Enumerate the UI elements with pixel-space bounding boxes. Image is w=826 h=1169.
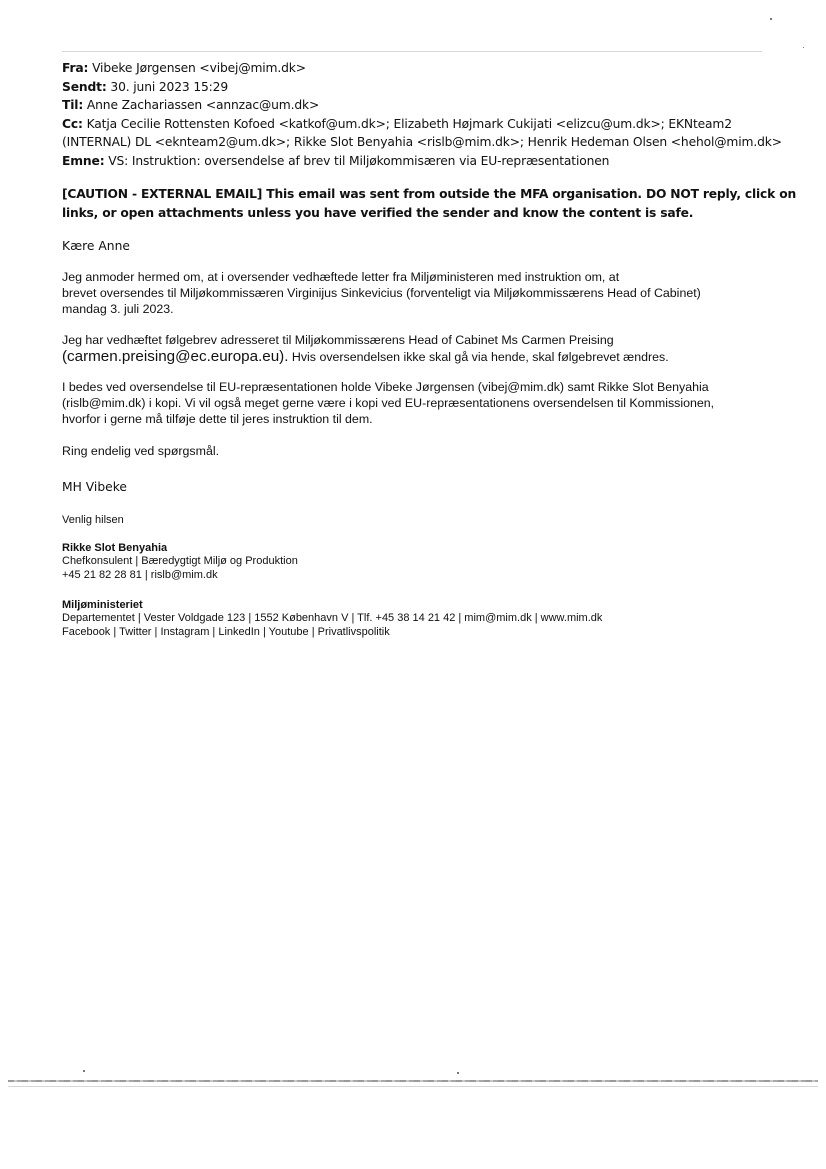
header-sent [62, 78, 782, 97]
scan-artifact-bottom-line [8, 1080, 818, 1082]
cc-value-line1: Katja Cecilie Rottensten Kofoed <katkof@um.dk>; Elizabeth Højmark Cukijati <elizcu@um.dk>; EKNteam2 [86, 116, 732, 131]
to-value: Anne Zachariassen <annzac@um.dk> [86, 98, 320, 113]
signature-contact: +45 21 82 28 81 | rislb@mim.dk [62, 568, 218, 581]
signature-ministry [62, 599, 782, 639]
signature-name: Rikke Slot Benyahia [62, 542, 168, 554]
header-cc [62, 115, 782, 134]
p3-line-1: I bedes ved oversendelse til EU-repræsentationen holde Vibeke Jørgensen (vibej@mim.dk) samt Rikke Slot Benyahia [62, 380, 709, 394]
scan-artifact-bottom-line-2 [8, 1086, 818, 1087]
sent-value: 30. juni 2023 15:29 [110, 79, 229, 94]
paragraph-call: Ring endelig ved spørgsmål. [62, 444, 220, 458]
cc-label: Cc: [62, 116, 83, 131]
email-header [62, 59, 782, 171]
to-label: Til: [62, 98, 84, 113]
ministry-social-links: Facebook | Twitter | Instagram | LinkedIn | Youtube | Privatlivspolitik [62, 625, 390, 638]
subject-value: VS: Instruktion: oversendelse af brev til Miljøkommisæren via EU-repræsentationen [108, 153, 610, 168]
p3-line-2: (rislb@mim.dk) i kopi. Vi vil også meget gerne være i kopi ved EU-repræsentationens oversendelsen til Kommissionen, [62, 395, 715, 410]
from-value: Vibeke Jørgensen <vibej@mim.dk> [92, 61, 306, 75]
caution-banner [62, 185, 797, 222]
greeting: Kære Anne [62, 239, 130, 253]
sent-label: Sendt: [62, 79, 107, 94]
paragraph-request [62, 270, 782, 317]
header-subject [62, 152, 782, 171]
p2-line-2 [62, 349, 782, 366]
scan-speck [770, 18, 772, 20]
caution-line-2: links, or open attachments unless you have verified the sender and know the content is safe. [62, 205, 694, 220]
p1-line-1: Jeg anmoder hermed om, at i oversender vedhæftede letter fra Miljøministeren med instruktion om, at [62, 270, 620, 284]
ministry-address: Departementet | Vester Voldgade 123 | 1552 København V | Tlf. +45 38 14 21 42 | mim@mim.dk | www.mim.dk [62, 612, 603, 625]
paragraph-cover-letter [62, 333, 782, 366]
p1-line-2: brevet oversendes til Miljøkommissæren Virginijus Sinkevicius (forventeligt via Miljøkommissærens Head of Cabinet) [62, 285, 701, 300]
p3-line-3: hvorfor i gerne må tilføje dette til jeres instruktion til dem. [62, 411, 373, 426]
signature-title: Chefkonsulent | Bæredygtigt Miljø og Produktion [62, 555, 298, 568]
from-label: Fra: [62, 61, 89, 75]
scan-speck [83, 1070, 85, 1072]
cc-value-line2: (INTERNAL) DL <eknteam2@um.dk>; Rikke Slot Benyahia <rislb@mim.dk>; Henrik Hedeman Olsen <hehol@mim.dk> [62, 135, 782, 150]
p2-email: (carmen.preising@ec.europa.eu). [62, 347, 289, 365]
ministry-name: Miljøministeriet [62, 599, 143, 611]
signature-person [62, 542, 782, 582]
paragraph-cc-request [62, 380, 782, 427]
caution-line-1: [CAUTION - EXTERNAL EMAIL] This email was sent from outside the MFA organisation. DO NOT reply, click on [62, 187, 797, 201]
scan-speck [457, 1072, 459, 1074]
p2-line-1: Jeg har vedhæftet følgebrev adresseret til Miljøkommissærens Head of Cabinet Ms Carmen Preising [62, 333, 614, 347]
scan-artifact-top-line [62, 51, 762, 52]
p1-line-3: mandag 3. juli 2023. [62, 301, 174, 316]
scan-speck [803, 47, 804, 48]
header-to [62, 96, 782, 115]
signature-regards: Venlig hilsen [62, 514, 124, 526]
p2-rest: Hvis oversendelsen ikke skal gå via hende, skal følgebrevet ændres. [288, 349, 669, 364]
header-from [62, 59, 782, 78]
closing: MH Vibeke [62, 480, 127, 494]
subject-label: Emne: [62, 153, 105, 168]
